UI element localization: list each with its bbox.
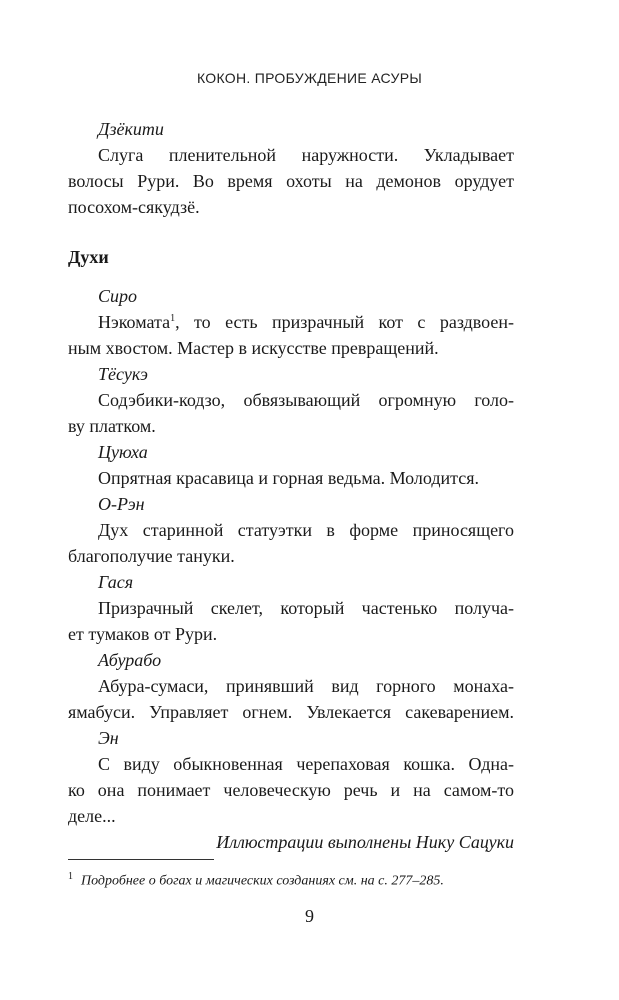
description-line [68,309,514,335]
character-entry [68,725,514,829]
description-line: благополучие тануки. [68,546,235,566]
description-line: С виду обыкновенная черепаховая кошка. Одна- [98,754,514,774]
description-line: Призрачный скелет, который частенько получа- [98,598,514,618]
footnote-mark: 1 [68,871,73,882]
description-line: Абура-сумаси, принявший вид горного монаха- [98,676,514,696]
description-line: Содэбики-кодзо, обвязывающий огромную голо- [98,390,514,410]
character-name: Цуюха [98,442,148,462]
character-name: Эн [98,728,119,748]
character-name: Дзёкити [98,119,164,139]
description-line: Опрятная красавица и горная ведьма. Молодится. [98,468,480,488]
character-name: Абурабо [98,650,162,670]
text-fragment: , то есть призрачный кот с раздвоен- [175,312,514,332]
character-name: Тёсукэ [98,364,148,384]
character-entry [68,491,514,569]
description-line: деле... [68,806,116,826]
description-line: посохом-сякудзё. [68,197,200,217]
description-line: Дух старинной статуэтки в форме приносящего [98,520,514,540]
character-entry [68,361,514,439]
section-title: Духи [68,247,109,267]
description-line: ямабуси. Управляет огнем. Увлекается сакеварением. [68,702,514,722]
footnote-divider [68,859,214,860]
section-heading-block [68,244,514,270]
description-line: ным хвостом. Мастер в искусстве превращений. [68,338,439,358]
character-entry [68,439,514,491]
character-entry [68,283,514,361]
illustration-credit: Иллюстрации выполнены Нику Сацуки [216,832,514,852]
description-line: Слуга пленительной наружности. Укладывает [98,145,514,165]
footnote-text: Подробнее о богах и магических созданиях см. на с. 277–285. [81,873,444,889]
description-line: ву платком. [68,416,156,436]
description-line: волосы Рури. Во время охоты на демонов орудует [68,171,514,191]
footnote-ref: 1 [170,313,176,324]
running-head: КОКОН. ПРОБУЖДЕНИЕ АСУРЫ [196,70,423,86]
description-line: ет тумаков от Рури. [68,624,218,644]
character-entry [68,569,514,647]
footnote [68,868,514,891]
spirits-list [68,283,514,855]
character-name: Сиро [98,286,138,306]
page-number: 9 [305,906,314,926]
character-entry [68,647,514,725]
character-name: О-Рэн [98,494,145,514]
text-fragment: Нэкомата [98,312,171,332]
description-line: ко она понимает человеческую речь и на самом-то [68,780,514,800]
character-name: Гася [98,572,134,592]
intro-entry [68,116,514,220]
